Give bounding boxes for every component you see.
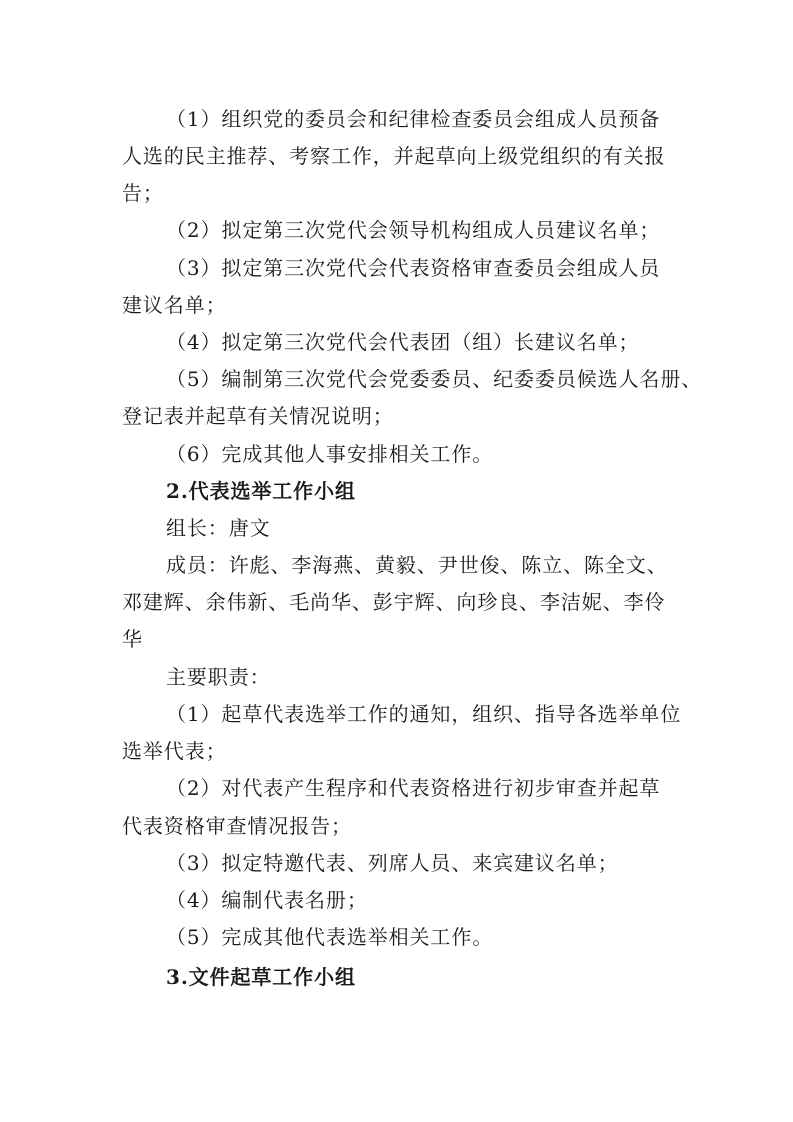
g1-item-5-line-1: （5）编制第三次党代会党委委员、纪委委员候选人名册、 [166,367,703,391]
g2-item-5: （5）完成其他代表选举相关工作。 [166,925,494,949]
group2-heading: 2.代表选举工作小组 [166,479,356,503]
g2-item-2-line-2: 代表资格审查情况报告； [122,814,352,838]
g1-item-3-line-2: 建议名单； [122,293,227,317]
group3-heading: 3.文件起草工作小组 [166,965,356,989]
g1-item-1-line-1: （1）组织党的委员会和纪律检查委员会组成人员预备 [166,107,661,131]
g1-item-4: （4）拟定第三次党代会代表团（组）长建议名单； [166,330,640,354]
g1-item-2: （2）拟定第三次党代会领导机构组成人员建议名单； [166,218,661,242]
group2-duties-label: 主要职责： [166,665,271,689]
group2-members-line-1: 成员：许彪、李海燕、黄毅、尹世俊、陈立、陈全文、 [166,553,668,577]
group2-members-line-2: 邓建辉、余伟新、毛尚华、彭宇辉、向珍良、李洁妮、李伶 [122,590,666,614]
g1-item-1-line-2: 人选的民主推荐、考察工作，并起草向上级党组织的有关报 [122,144,666,168]
g2-item-1-line-1: （1）起草代表选举工作的通知，组织、指导各选举单位 [166,702,682,726]
g2-item-1-line-2: 选举代表； [122,739,227,763]
g1-item-1-line-3: 告； [122,181,164,205]
g1-item-6: （6）完成其他人事安排相关工作。 [166,442,494,466]
group2-leader: 组长：唐文 [166,516,271,540]
g1-item-3-line-1: （3）拟定第三次党代会代表资格审查委员会组成人员 [166,256,661,280]
g2-item-2-line-1: （2）对代表产生程序和代表资格进行初步审查并起草 [166,776,661,800]
g1-item-5-line-2: 登记表并起草有关情况说明； [122,404,394,428]
g2-item-3: （3）拟定特邀代表、列席人员、来宾建议名单； [166,851,619,875]
g2-item-4: （4）编制代表名册； [166,888,368,912]
group2-members-line-3: 华 [122,627,143,651]
